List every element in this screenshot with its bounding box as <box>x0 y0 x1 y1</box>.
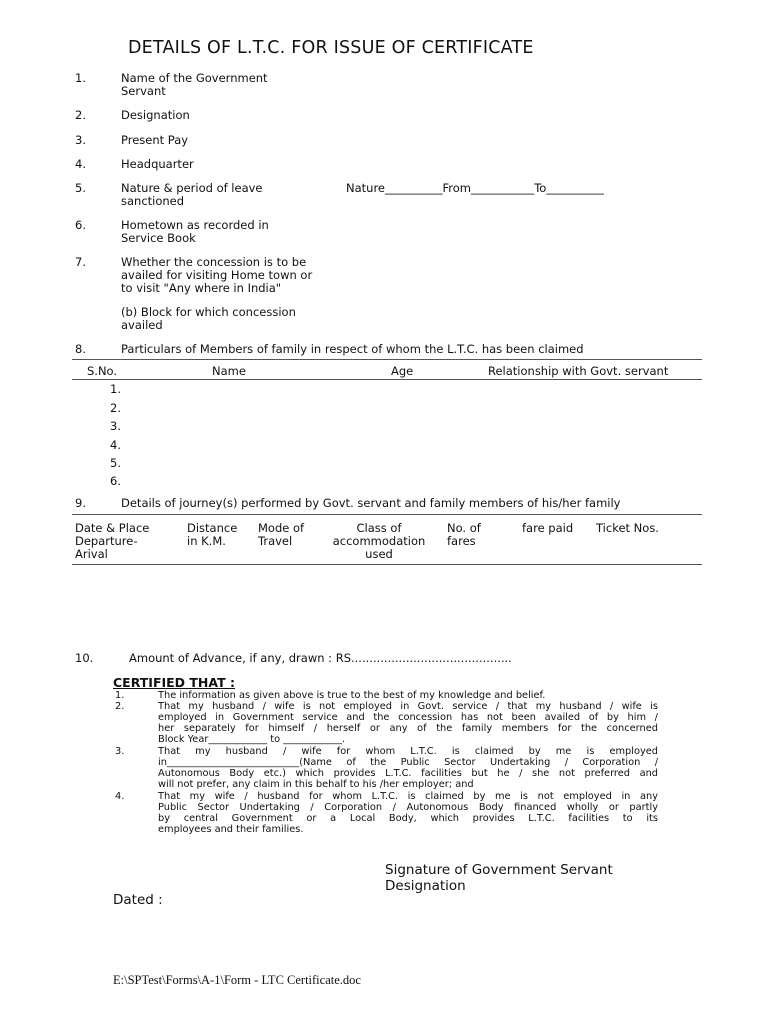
journey-header-date-place-line3: Arival <box>75 547 108 561</box>
certified-point-2-line1: That my husband / wife is not employed in Govt. service / that my husband / wife is <box>158 701 658 712</box>
family-table-top-rule <box>72 359 702 360</box>
item-6-label-line1: Hometown as recorded in <box>121 218 269 232</box>
journey-header-date-place-line2: Departure- <box>75 534 138 548</box>
item-8-number: 8. <box>75 342 86 356</box>
certified-point-3-line3: Autonomous Body etc.) which provides L.T.C. facilities but he / she not preferred and <box>158 768 658 779</box>
form-title: DETAILS OF L.T.C. FOR ISSUE OF CERTIFICATE <box>128 38 534 58</box>
item-1-label-line1: Name of the Government <box>121 71 268 85</box>
family-row: 6. <box>110 474 121 488</box>
certified-point-4-line1: That my wife / husband for whom L.T.C. is claimed by me is not employed in any <box>158 791 658 802</box>
advance-amount-field[interactable]: Amount of Advance, if any, drawn : RS............................................ <box>129 651 512 665</box>
item-9-number: 9. <box>75 496 86 510</box>
item-7-label-line2: availed for visiting Home town or <box>121 268 313 282</box>
certified-point-number: 4. <box>115 791 125 802</box>
journey-header-distance-line2: in K.M. <box>187 534 226 548</box>
certified-point-2-line3: her separately for himself / herself or any of the family members for the concerned <box>158 723 658 734</box>
leave-nature-period-field[interactable]: Nature__________From___________To__________ <box>346 181 604 195</box>
item-7-label-line3: to visit "Any where in India" <box>121 281 282 295</box>
item-9-label: Details of journey(s) performed by Govt. servant and family members of his/her family <box>121 496 621 510</box>
item-2-number: 2. <box>75 108 86 122</box>
family-header-sno: S.No. <box>87 364 118 378</box>
item-7-number: 7. <box>75 255 86 269</box>
item-6-number: 6. <box>75 218 86 232</box>
journey-header-date-place-line1: Date & Place <box>75 521 150 535</box>
journey-header-fare-paid: fare paid <box>522 521 574 535</box>
signature-label: Signature of Government Servant <box>385 862 613 878</box>
item-3-number: 3. <box>75 133 86 147</box>
item-1-label-line2: Servant <box>121 84 166 98</box>
item-3-label: Present Pay <box>121 133 189 147</box>
journey-header-fares-line1: No. of <box>447 521 481 535</box>
journey-header-mode-line1: Mode of <box>258 521 305 535</box>
item-7b-label-line2: availed <box>121 318 163 332</box>
family-table-header-rule <box>72 379 702 380</box>
family-header-name: Name <box>212 364 246 378</box>
certified-point-1-line1: The information as given above is true to the best of my knowledge and belief. <box>158 690 546 701</box>
journey-header-mode-line2: Travel <box>258 534 293 548</box>
item-4-label: Headquarter <box>121 157 194 171</box>
item-8-label: Particulars of Members of family in respect of whom the L.T.C. has been claimed <box>121 342 584 356</box>
item-4-number: 4. <box>75 157 86 171</box>
family-header-age: Age <box>391 364 414 378</box>
item-1-number: 1. <box>75 71 86 85</box>
designation-label: Designation <box>385 878 466 894</box>
item-6-label-line2: Service Book <box>121 231 196 245</box>
certified-point-3-line4: will not prefer, any claim in this behalf to his /her employer; and <box>158 779 474 790</box>
certified-point-4-line4: employees and their families. <box>158 824 304 835</box>
certified-point-number: 3. <box>115 746 125 757</box>
certified-point-number: 2. <box>115 701 125 712</box>
family-header-relationship: Relationship with Govt. servant <box>488 364 669 378</box>
certified-point-4-line3: by central Government or a Local Body, which provides L.T.C. facilities to its <box>158 813 658 824</box>
family-row: 2. <box>110 401 121 415</box>
certified-that-heading: CERTIFIED THAT : <box>113 675 235 690</box>
item-7-label-line1: Whether the concession is to be <box>121 255 307 269</box>
journey-table-header-rule <box>72 564 702 565</box>
item-5-number: 5. <box>75 181 86 195</box>
family-row: 1. <box>110 382 121 396</box>
journey-header-distance-line1: Distance <box>187 521 238 535</box>
certified-point-4-line2: Public Sector Undertaking / Corporation / Autonomous Body financed wholly or partly <box>158 802 658 813</box>
item-5-label-line2: sanctioned <box>121 194 185 208</box>
certified-point-3-line1: That my husband / wife for whom L.T.C. is claimed by me is employed <box>158 746 658 757</box>
footer-file-path: E:\SPTest\Forms\A-1\Form - LTC Certificate.doc <box>113 973 361 987</box>
certified-point-number: 1. <box>115 690 125 701</box>
journey-header-class-line3: used <box>365 547 393 561</box>
journey-header-ticket-nos: Ticket Nos. <box>596 521 659 535</box>
journey-header-class-line2: accommodation <box>332 534 426 548</box>
family-row: 5. <box>110 456 121 470</box>
journey-header-fares-line2: fares <box>447 534 476 548</box>
family-row: 4. <box>110 438 121 452</box>
journey-header-class-line1: Class of <box>356 521 402 535</box>
item-10-number: 10. <box>75 651 94 665</box>
item-5-label-line1: Nature & period of leave <box>121 181 263 195</box>
item-2-label: Designation <box>121 108 190 122</box>
certified-point-2-line4: Block Year____________ to ____________. <box>158 734 346 745</box>
journey-table-top-rule <box>72 514 702 515</box>
family-row: 3. <box>110 419 121 433</box>
certified-point-2-line2: employed in Government service and the concession has not been availed of by him / <box>158 712 658 723</box>
certified-point-3-line2: in___________________________(Name of the Public Sector Undertaking / Corporation / <box>158 757 658 768</box>
dated-label: Dated : <box>113 892 163 908</box>
item-7b-label-line1: (b) Block for which concession <box>121 305 296 319</box>
